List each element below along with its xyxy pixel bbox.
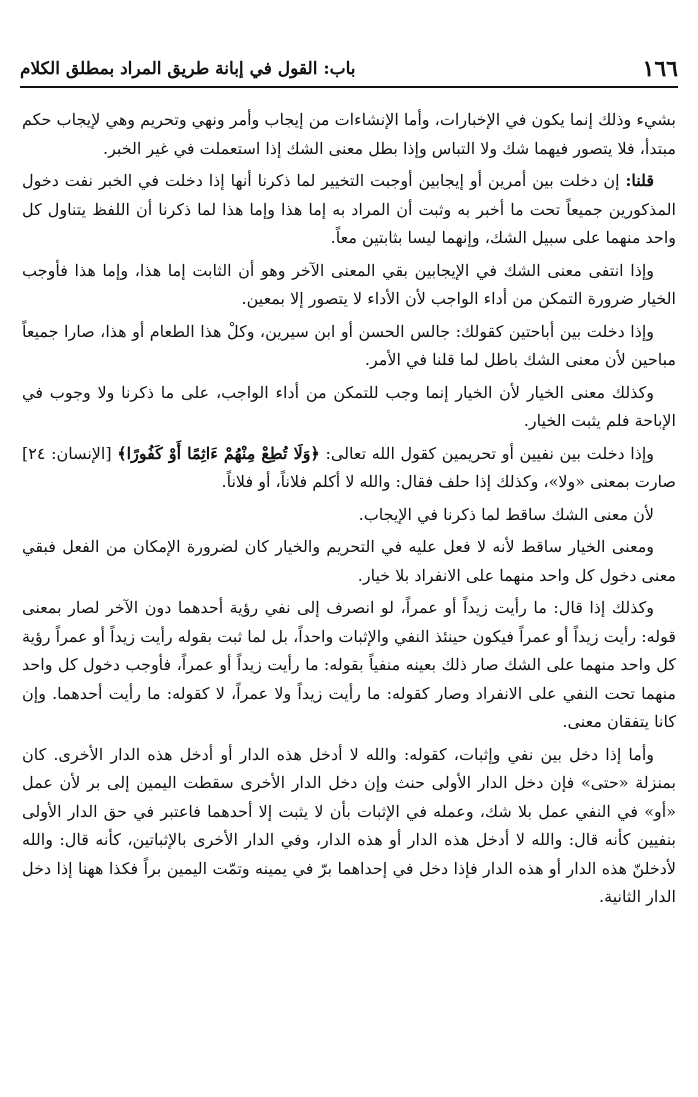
paragraph-text: إن دخلت بين أمرين أو إيجابين أوجبت التخيير لما ذكرنا أنها إذا دخلت في الخبر نفت دخول المذكورين جميعاً تحت ما أخبر به وثبت أن المراد به إما هذا وإما هذا لما ذكرنا أن اللفظ يتناول كل واحد منهما على سبيل الشك، وإنهما ليسا بثابتين معاً. bbox=[22, 171, 676, 247]
qulna-label: قلنا: bbox=[625, 171, 654, 190]
paragraph bbox=[22, 167, 676, 253]
paragraph: بشيء وذلك إنما يكون في الإخبارات، وأما الإنشاءات من إيجاب وأمر ونهي وتحريم وهي لإيجاب حكم مبتدأ، فلا يتصور فيهما شك ولا التباس وإذا بطل معنى الشك إذا استعملت في غير الخبر. bbox=[22, 110, 677, 158]
paragraph: ومعنى الخيار ساقط لأنه لا فعل عليه في التحريم والخيار كان لضرورة الإمكان من الفعل فبقي معنى دخول كل واحد منهما على الانفراد بلا خيار. bbox=[22, 537, 676, 585]
page-body bbox=[22, 106, 676, 916]
paragraph-text: [الإنسان: ٢٤] صارت بمعنى «ولا»، وكذلك إذا حلف فقال: والله لا أكلم فلاناً، أو فلاناً. bbox=[22, 443, 676, 491]
paragraph: وأما إذا دخل بين نفي وإثبات، كقوله: والله لا أدخل هذه الدار أو أدخل هذه الدار الأخرى. كان بمنزلة «حتى» فإن دخل الدار الأولى حنث وإن دخل الدار الأخرى سقطت اليمين إلى بر لأن عمل «أو» في النفي عمل بلا شك، وعمله في الإثبات بأن لا يثبت إلا أحدهما فاعتبر في حق الدار الأولى بنفيين كأنه قال: والله لا أدخل هذه الدار أو هذه الدار، وفي الدار الأخرى بالإثباتين، كأنه قال: والله لأدخلنّ هذه الدار أو هذه الدار فإذا دخل في إحداهما برّ في يمينه وتمّت اليمين براً فكذا ههنا إذا دخل الدار الثانية. bbox=[22, 744, 676, 906]
running-title: باب: القول في إبانة طريق المراد بمطلق الكلام bbox=[20, 59, 356, 79]
quran-quote: ﴿وَلَا تُطِعْ مِنْهُمْ ءَاثِمًا أَوْ كَفُورًا﴾ bbox=[117, 443, 320, 463]
paragraph: وإذا دخلت بين أباحتين كقولك: جالس الحسن أو ابن سيرين، وكلْ هذا الطعام أو هذا، صارا جميعاً مباحين لأن معنى الشك باطل لما قلنا في الأمر. bbox=[22, 321, 676, 369]
page-number: ١٦٦ bbox=[642, 56, 678, 82]
paragraph: وكذلك معنى الخيار لأن الخيار إنما وجب للتمكن من أداء الواجب، على ما ذكرنا ولا وجوب في الإباحة فلم يثبت الخيار. bbox=[22, 382, 676, 430]
paragraph bbox=[22, 440, 676, 497]
paragraph: وإذا انتفى معنى الشك في الإيجابين بقي المعنى الآخر وهو أن الثابت إما هذا، وإما هذا فأوجب الخيار ضرورة التمكن من أداء الواجب لأن الأداء لا يتصور إلا بمعين. bbox=[22, 260, 676, 308]
paragraph: لأن معنى الشك ساقط لما ذكرنا في الإيجاب. bbox=[358, 504, 654, 524]
page-header bbox=[20, 52, 678, 88]
paragraph: وكذلك إذا قال: ما رأيت زيداً أو عمراً، لو انصرف إلى نفي رؤية أحدهما دون الآخر لصار بمعنى قوله: رأيت زيداً أو عمراً فيكون حينئذ النفي والإثبات واحداً، بل لما ثبت بقوله رأيت زيداً أو عمراً رؤية كل واحد منهما على الشك صار ذلك بعينه منفياً بقوله: ما رأيت زيداً أو عمراً، فأوجب دخول كل واحد منهما تحت النفي على الانفراد وصار كقوله: ما رأيت زيداً ولا عمراً، لا كقوله: ما رأيت أحدهما. وإن كانا يتفقان معنى. bbox=[22, 598, 676, 731]
paragraph-text: وإذا دخلت بين نفيين أو تحريمين كقول الله تعالى: bbox=[325, 443, 655, 463]
